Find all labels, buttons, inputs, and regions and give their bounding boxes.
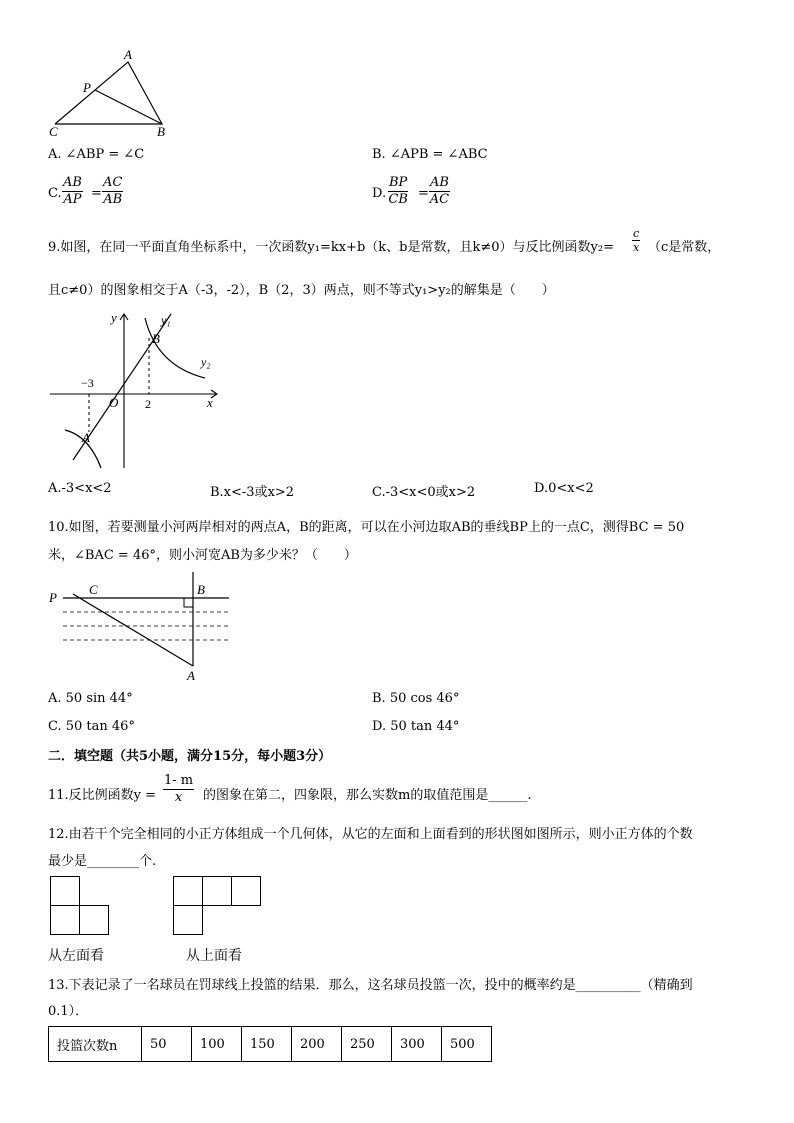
q9-label-a: A [82,430,90,445]
q8-c-num1: AB [63,175,82,190]
table-cell: 150 [242,1027,292,1062]
q8-d-num1: BP [389,175,408,190]
section-heading-fill-in: 二．填空题（共5小题，满分15分，每小题3分） [48,749,332,764]
q9-option-d: D.0<x<2 [534,481,594,496]
q10-option-b: B. 50 cos 46° [372,691,460,706]
q11-text-post: 的图象在第二，四象限，那么实数m的取值范围是______. [203,788,532,803]
q9-frac [632,227,640,254]
table-cell: 500 [442,1027,492,1062]
q8-option-c-letter: C. [48,186,62,201]
q8-label-c: C [49,124,58,139]
table-cell: 300 [392,1027,442,1062]
q9-option-c: C.-3<x<0或x>2 [372,485,476,500]
left-view-square [50,905,80,935]
q8-label-p: P [83,80,91,95]
left-view-square [50,876,80,906]
q8-label-b: B [157,124,165,139]
table-header-cell: 投篮次数n [49,1027,142,1062]
q8-label-a: A [124,47,132,62]
q8-option-c-frac2 [102,175,123,208]
q9-label-x: x [207,395,213,410]
q11-frac-den: x [174,790,183,805]
q9-label-2: 2 [145,397,151,411]
q10-text-line2: 米，∠BAC = 46°，则小河宽AB为多少米？（ ） [48,548,357,563]
q9-frac-num: c [633,227,640,240]
q9-label-y: y [111,310,117,325]
q8-d-den2: AC [429,192,450,207]
q10-label-c: C [89,582,98,597]
q9-text-line1b: （c是常数， [648,240,721,255]
q10-option-a: A. 50 sin 44° [48,691,133,706]
table-row [49,1027,492,1062]
q8-option-d-letter: D. [372,186,387,201]
q8-d-den1: CB [388,192,408,207]
q9-label-y1: y₁ [161,313,171,327]
q11-frac [163,773,194,806]
q9-frac-den: x [632,241,640,254]
top-view-square [231,876,261,906]
q8-option-c-eq: = [91,186,102,201]
q8-d-num2: AB [430,175,449,190]
q13-text-line2: 0.1）． [48,1004,89,1019]
q13-table [48,1026,492,1062]
q8-option-d-frac2 [429,175,450,208]
left-view-square [79,905,109,935]
q9-option-a: A.-3<x<2 [48,481,112,496]
q9-label-b: B [152,331,160,346]
q9-label-neg3: −3 [81,376,94,390]
top-view-square [202,876,232,906]
table-cell: 100 [192,1027,242,1062]
q9-text-line2: 且c≠0）的图象相交于A（-3，-2），B（2，3）两点，则不等式y₁>y₂的解集是（ ） [48,283,555,298]
q10-label-p: P [49,590,57,605]
q12-text-line2: 最少是________个. [48,854,157,869]
q11-frac-num: 1- m [164,773,194,788]
q11-text-pre: 11.反比例函数y = [48,788,157,803]
table-cell: 200 [292,1027,342,1062]
q10-label-b: B [197,582,205,597]
q9-option-b: B.x<-3或x>2 [210,485,295,500]
q8-c-den1: AP [63,192,82,207]
q12-text-line1: 12.由若干个完全相同的小正方体组成一个几何体，从它的左面和上面看到的形状图如图所示，则小正方体的个数 [48,827,693,842]
q9-label-o: O [109,395,119,410]
table-cell: 50 [142,1027,192,1062]
q9-graph-figure [45,308,225,473]
q10-option-c: C. 50 tan 46° [48,719,135,734]
q9-text-line1a: 9.如图，在同一平面直角坐标系中，一次函数y₁=kx+b（k、b是常数，且k≠0）与反比例函数y₂= [48,240,614,255]
q12-top-view-label: 从上面看 [186,948,242,964]
q9-label-y2: y₂ [201,355,211,369]
q8-option-b: B. ∠APB = ∠ABC [372,147,488,162]
q8-option-d-eq: = [418,186,429,201]
q10-text-line1: 10.如图，若要测量小河两岸相对的两点A，B的距离，可以在小河边取AB的垂线BP上的一点C，测得BC = 50 [48,520,685,535]
top-view-square [173,876,203,906]
q8-c-num2: AC [103,175,123,190]
q12-left-view-label: 从左面看 [48,948,104,964]
q8-c-den2: AB [103,192,123,207]
q8-option-a: A. ∠ABP = ∠C [48,147,145,162]
top-view-square [173,905,203,935]
q10-label-a: A [187,668,195,683]
q8-triangle-figure [40,40,180,140]
table-cell: 250 [342,1027,392,1062]
q10-option-d: D. 50 tan 44° [372,719,460,734]
q13-text-line1: 13.下表记录了一名球员在罚球线上投篮的结果．那么，这名球员投篮一次，投中的概率约是__________（精确到 [48,978,693,993]
q10-river-figure [45,570,245,685]
q8-option-c-frac1 [62,175,83,208]
q8-option-d-frac1 [388,175,408,208]
